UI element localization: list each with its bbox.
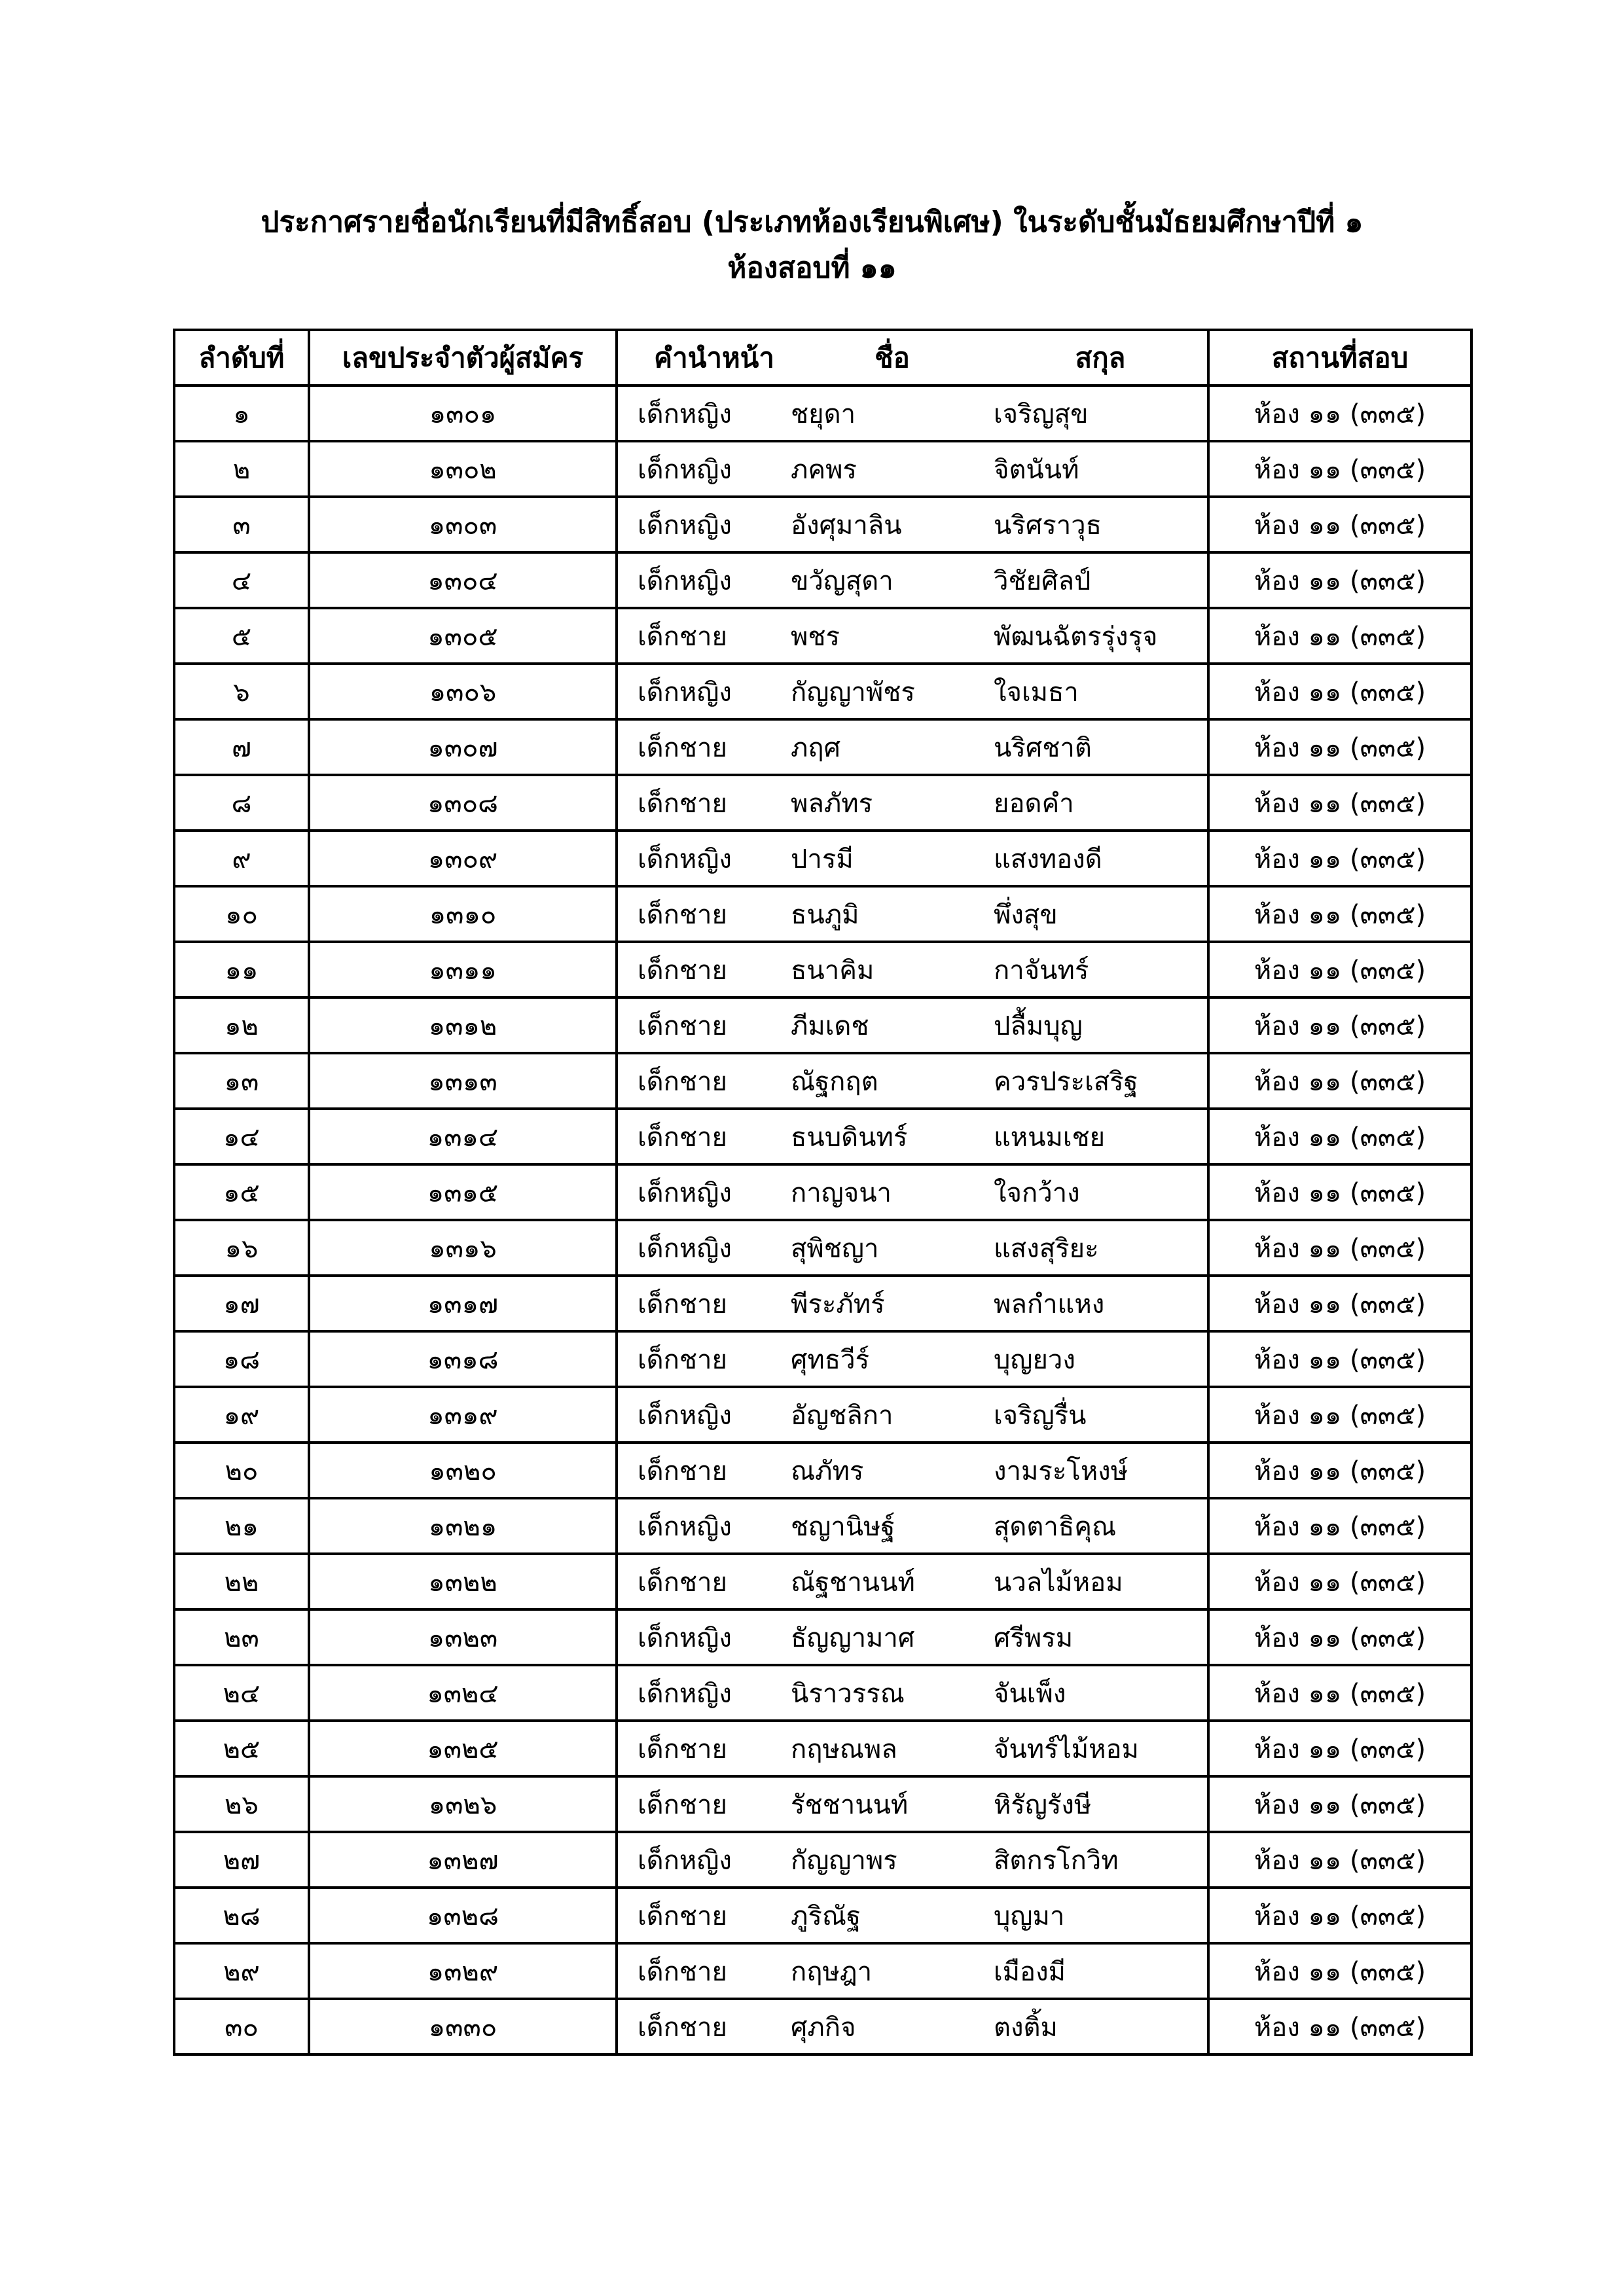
cell-exam-room: ห้อง ๑๑ (๓๓๕) bbox=[1208, 1109, 1471, 1164]
table-row bbox=[174, 831, 1471, 886]
cell-last-name: เจริญสุข bbox=[994, 399, 1089, 429]
cell-exam-room: ห้อง ๑๑ (๓๓๕) bbox=[1208, 997, 1471, 1053]
cell-name-group bbox=[617, 1665, 1208, 1721]
cell-applicant-id: ๑๓๑๔ bbox=[309, 1109, 617, 1164]
cell-exam-room: ห้อง ๑๑ (๓๓๕) bbox=[1208, 1443, 1471, 1498]
student-table bbox=[173, 329, 1473, 2056]
table-body bbox=[174, 386, 1471, 2054]
cell-applicant-id: ๑๓๐๕ bbox=[309, 608, 617, 664]
table-row bbox=[174, 1888, 1471, 1943]
cell-first-name: ภูริณัฐ bbox=[791, 1901, 861, 1931]
cell-applicant-id: ๑๓๑๑ bbox=[309, 942, 617, 997]
cell-prefix: เด็กชาย bbox=[638, 1344, 727, 1375]
cell-order: ๑๓ bbox=[174, 1053, 309, 1109]
cell-exam-room: ห้อง ๑๑ (๓๓๕) bbox=[1208, 386, 1471, 441]
cell-order: ๑๒ bbox=[174, 997, 309, 1053]
cell-name-group bbox=[617, 1721, 1208, 1776]
cell-exam-room: ห้อง ๑๑ (๓๓๕) bbox=[1208, 1832, 1471, 1888]
table-row bbox=[174, 552, 1471, 608]
table-row bbox=[174, 664, 1471, 719]
table-row bbox=[174, 441, 1471, 497]
header-name-group bbox=[617, 330, 1208, 386]
cell-name-group bbox=[617, 1776, 1208, 1832]
table-row bbox=[174, 386, 1471, 441]
cell-exam-room: ห้อง ๑๑ (๓๓๕) bbox=[1208, 719, 1471, 775]
cell-applicant-id: ๑๓๒๖ bbox=[309, 1776, 617, 1832]
table-row bbox=[174, 775, 1471, 831]
cell-last-name: นวลไม้หอม bbox=[994, 1567, 1123, 1598]
cell-last-name: พึ่งสุข bbox=[994, 899, 1058, 930]
table-row bbox=[174, 1276, 1471, 1331]
cell-name-group bbox=[617, 1164, 1208, 1220]
header-exam-room: สถานที่สอบ bbox=[1208, 330, 1471, 386]
cell-name-group bbox=[617, 664, 1208, 719]
cell-prefix: เด็กชาย bbox=[638, 955, 727, 986]
cell-applicant-id: ๑๓๑๒ bbox=[309, 997, 617, 1053]
cell-applicant-id: ๑๓๑๗ bbox=[309, 1276, 617, 1331]
cell-exam-room: ห้อง ๑๑ (๓๓๕) bbox=[1208, 1776, 1471, 1832]
cell-order: ๑๕ bbox=[174, 1164, 309, 1220]
cell-name-group bbox=[617, 386, 1208, 441]
cell-first-name: นิราวรรณ bbox=[791, 1678, 905, 1709]
cell-last-name: หิรัญรังษี bbox=[994, 1789, 1092, 1820]
cell-applicant-id: ๑๓๑๕ bbox=[309, 1164, 617, 1220]
cell-order: ๑๗ bbox=[174, 1276, 309, 1331]
cell-prefix: เด็กหญิง bbox=[638, 1623, 732, 1653]
cell-applicant-id: ๑๓๒๕ bbox=[309, 1721, 617, 1776]
cell-applicant-id: ๑๓๐๗ bbox=[309, 719, 617, 775]
cell-first-name: ศุภกิจ bbox=[791, 2012, 856, 2043]
table-row bbox=[174, 1109, 1471, 1164]
cell-last-name: พัฒนฉัตรรุ่งรุจ bbox=[994, 621, 1158, 652]
table-row bbox=[174, 1387, 1471, 1443]
cell-applicant-id: ๑๓๐๔ bbox=[309, 552, 617, 608]
cell-name-group bbox=[617, 831, 1208, 886]
cell-last-name: บุญยวง bbox=[994, 1344, 1075, 1375]
table-row bbox=[174, 1331, 1471, 1387]
cell-name-group bbox=[617, 1109, 1208, 1164]
cell-first-name: กัญญาพัชร bbox=[791, 677, 915, 708]
table-row bbox=[174, 1164, 1471, 1220]
cell-applicant-id: ๑๓๐๒ bbox=[309, 441, 617, 497]
cell-order: ๖ bbox=[174, 664, 309, 719]
cell-exam-room: ห้อง ๑๑ (๓๓๕) bbox=[1208, 664, 1471, 719]
cell-last-name: ใจเมธา bbox=[994, 677, 1079, 708]
cell-order: ๑๔ bbox=[174, 1109, 309, 1164]
cell-order: ๙ bbox=[174, 831, 309, 886]
cell-exam-room: ห้อง ๑๑ (๓๓๕) bbox=[1208, 1387, 1471, 1443]
header-last-name: สกุล bbox=[1075, 341, 1126, 374]
cell-order: ๓ bbox=[174, 497, 309, 552]
cell-first-name: กัญญาพร bbox=[791, 1845, 897, 1876]
table-row bbox=[174, 497, 1471, 552]
cell-last-name: ตงติ้ม bbox=[994, 2012, 1058, 2043]
cell-first-name: ณภัทร bbox=[791, 1456, 864, 1486]
cell-applicant-id: ๑๓๐๘ bbox=[309, 775, 617, 831]
table-row bbox=[174, 1832, 1471, 1888]
cell-applicant-id: ๑๓๑๘ bbox=[309, 1331, 617, 1387]
cell-name-group bbox=[617, 1276, 1208, 1331]
cell-order: ๗ bbox=[174, 719, 309, 775]
cell-last-name: จันทร์ไม้หอม bbox=[994, 1734, 1139, 1765]
cell-exam-room: ห้อง ๑๑ (๓๓๕) bbox=[1208, 552, 1471, 608]
cell-applicant-id: ๑๓๐๖ bbox=[309, 664, 617, 719]
cell-last-name: เจริญรื่น bbox=[994, 1400, 1087, 1431]
cell-prefix: เด็กหญิง bbox=[638, 1233, 732, 1264]
cell-prefix: เด็กชาย bbox=[638, 1122, 727, 1153]
cell-name-group bbox=[617, 1220, 1208, 1276]
cell-order: ๒๔ bbox=[174, 1665, 309, 1721]
cell-first-name: สุพิชญา bbox=[791, 1233, 879, 1264]
cell-applicant-id: ๑๓๑๙ bbox=[309, 1387, 617, 1443]
table-row bbox=[174, 1554, 1471, 1609]
table-row bbox=[174, 997, 1471, 1053]
cell-order: ๑๑ bbox=[174, 942, 309, 997]
cell-exam-room: ห้อง ๑๑ (๓๓๕) bbox=[1208, 1665, 1471, 1721]
cell-prefix: เด็กชาย bbox=[638, 1789, 727, 1820]
cell-name-group bbox=[617, 608, 1208, 664]
cell-last-name: ควรประเสริฐ bbox=[994, 1066, 1138, 1097]
cell-prefix: เด็กชาย bbox=[638, 1456, 727, 1486]
cell-exam-room: ห้อง ๑๑ (๓๓๕) bbox=[1208, 1943, 1471, 1999]
cell-order: ๕ bbox=[174, 608, 309, 664]
cell-last-name: แสงทองดี bbox=[994, 844, 1102, 874]
cell-first-name: ภคพร bbox=[791, 454, 857, 485]
cell-name-group bbox=[617, 775, 1208, 831]
cell-exam-room: ห้อง ๑๑ (๓๓๕) bbox=[1208, 831, 1471, 886]
cell-first-name: พีระภัทร์ bbox=[791, 1289, 885, 1319]
cell-first-name: ธนบดินทร์ bbox=[791, 1122, 908, 1153]
cell-prefix: เด็กชาย bbox=[638, 1956, 727, 1987]
cell-first-name: พชร bbox=[791, 621, 840, 652]
cell-exam-room: ห้อง ๑๑ (๓๓๕) bbox=[1208, 1331, 1471, 1387]
cell-last-name: จิตนันท์ bbox=[994, 454, 1079, 485]
cell-applicant-id: ๑๓๒๓ bbox=[309, 1609, 617, 1665]
cell-exam-room: ห้อง ๑๑ (๓๓๕) bbox=[1208, 1721, 1471, 1776]
cell-exam-room: ห้อง ๑๑ (๓๓๕) bbox=[1208, 441, 1471, 497]
table-row bbox=[174, 886, 1471, 942]
cell-first-name: กาญจนา bbox=[791, 1177, 892, 1208]
cell-prefix: เด็กชาย bbox=[638, 788, 727, 819]
cell-prefix: เด็กชาย bbox=[638, 1734, 727, 1765]
cell-order: ๒๓ bbox=[174, 1609, 309, 1665]
cell-applicant-id: ๑๓๒๙ bbox=[309, 1943, 617, 1999]
table-row bbox=[174, 1943, 1471, 1999]
cell-exam-room: ห้อง ๑๑ (๓๓๕) bbox=[1208, 775, 1471, 831]
table-header-row bbox=[174, 330, 1471, 386]
cell-order: ๒๑ bbox=[174, 1498, 309, 1554]
cell-first-name: ภฤศ bbox=[791, 732, 840, 763]
cell-applicant-id: ๑๓๒๗ bbox=[309, 1832, 617, 1888]
cell-applicant-id: ๑๓๑๐ bbox=[309, 886, 617, 942]
cell-order: ๑๐ bbox=[174, 886, 309, 942]
cell-prefix: เด็กหญิง bbox=[638, 565, 732, 596]
cell-last-name: สิตกรโกวิท bbox=[994, 1845, 1119, 1876]
cell-applicant-id: ๑๓๐๙ bbox=[309, 831, 617, 886]
cell-name-group bbox=[617, 1943, 1208, 1999]
cell-name-group bbox=[617, 1387, 1208, 1443]
header-applicant-id: เลขประจำตัวผู้สมัคร bbox=[309, 330, 617, 386]
table-row bbox=[174, 1999, 1471, 2054]
cell-applicant-id: ๑๓๓๐ bbox=[309, 1999, 617, 2054]
cell-name-group bbox=[617, 1053, 1208, 1109]
cell-first-name: กฤษฎา bbox=[791, 1956, 873, 1987]
page-subtitle: ห้องสอบที่ ๑๑ bbox=[727, 251, 897, 285]
cell-last-name: ปลื้มบุญ bbox=[994, 1011, 1083, 1041]
cell-first-name: ณัฐชานนท์ bbox=[791, 1567, 915, 1598]
cell-order: ๓๐ bbox=[174, 1999, 309, 2054]
cell-order: ๑๙ bbox=[174, 1387, 309, 1443]
cell-first-name: ปารมี bbox=[791, 844, 854, 874]
cell-order: ๒ bbox=[174, 441, 309, 497]
cell-prefix: เด็กชาย bbox=[638, 621, 727, 652]
cell-order: ๘ bbox=[174, 775, 309, 831]
cell-name-group bbox=[617, 1999, 1208, 2054]
cell-name-group bbox=[617, 719, 1208, 775]
cell-prefix: เด็กหญิง bbox=[638, 1400, 732, 1431]
cell-last-name: นริศชาติ bbox=[994, 732, 1092, 763]
cell-first-name: รัชชานนท์ bbox=[791, 1789, 909, 1820]
cell-last-name: ใจกว้าง bbox=[994, 1177, 1080, 1208]
cell-order: ๑ bbox=[174, 386, 309, 441]
cell-last-name: จันเพ็ง bbox=[994, 1678, 1066, 1709]
cell-name-group bbox=[617, 497, 1208, 552]
cell-last-name: เมืองมี bbox=[994, 1956, 1066, 1987]
cell-last-name: สุดตาธิคุณ bbox=[994, 1511, 1117, 1542]
cell-prefix: เด็กหญิง bbox=[638, 510, 732, 541]
cell-name-group bbox=[617, 1498, 1208, 1554]
cell-last-name: กาจันทร์ bbox=[994, 955, 1089, 986]
header-first-name: ชื่อ bbox=[875, 341, 910, 374]
table-row bbox=[174, 1220, 1471, 1276]
cell-name-group bbox=[617, 441, 1208, 497]
cell-first-name: ภีมเดช bbox=[791, 1011, 869, 1041]
cell-prefix: เด็กหญิง bbox=[638, 1845, 732, 1876]
cell-first-name: ชยุดา bbox=[791, 399, 856, 429]
cell-name-group bbox=[617, 1331, 1208, 1387]
table-row bbox=[174, 1609, 1471, 1665]
cell-exam-room: ห้อง ๑๑ (๓๓๕) bbox=[1208, 1164, 1471, 1220]
cell-order: ๒๒ bbox=[174, 1554, 309, 1609]
cell-prefix: เด็กชาย bbox=[638, 732, 727, 763]
cell-last-name: ศรีพรม bbox=[994, 1623, 1074, 1653]
cell-applicant-id: ๑๓๐๓ bbox=[309, 497, 617, 552]
cell-last-name: นริศราวุธ bbox=[994, 510, 1102, 541]
cell-prefix: เด็กชาย bbox=[638, 1289, 727, 1319]
cell-prefix: เด็กหญิง bbox=[638, 399, 732, 429]
cell-last-name: บุญมา bbox=[994, 1901, 1065, 1931]
cell-first-name: กฤษณพล bbox=[791, 1734, 897, 1765]
header-prefix: คำนำหน้า bbox=[654, 341, 774, 374]
cell-last-name: แหนมเชย bbox=[994, 1122, 1106, 1153]
table-row bbox=[174, 1776, 1471, 1832]
cell-applicant-id: ๑๓๑๖ bbox=[309, 1220, 617, 1276]
cell-prefix: เด็กหญิง bbox=[638, 1177, 732, 1208]
cell-order: ๑๘ bbox=[174, 1331, 309, 1387]
cell-last-name: แสงสุริยะ bbox=[994, 1233, 1099, 1264]
cell-exam-room: ห้อง ๑๑ (๓๓๕) bbox=[1208, 1053, 1471, 1109]
cell-prefix: เด็กชาย bbox=[638, 2012, 727, 2043]
cell-exam-room: ห้อง ๑๑ (๓๓๕) bbox=[1208, 886, 1471, 942]
cell-first-name: อังศุมาลิน bbox=[791, 510, 902, 541]
cell-name-group bbox=[617, 942, 1208, 997]
cell-first-name: ธนภูมิ bbox=[791, 899, 859, 930]
table-row bbox=[174, 1721, 1471, 1776]
cell-first-name: พลภัทร bbox=[791, 788, 873, 819]
page-title: ประกาศรายชื่อนักเรียนที่มีสิทธิ์สอบ (ประเภทห้องเรียนพิเศษ) ในระดับชั้นมัธยมศึกษาปีที่ ๑ bbox=[261, 206, 1363, 239]
cell-applicant-id: ๑๓๒๔ bbox=[309, 1665, 617, 1721]
cell-exam-room: ห้อง ๑๑ (๓๓๕) bbox=[1208, 942, 1471, 997]
table-row bbox=[174, 1665, 1471, 1721]
cell-exam-room: ห้อง ๑๑ (๓๓๕) bbox=[1208, 1999, 1471, 2054]
cell-last-name: ยอดคำ bbox=[994, 788, 1074, 819]
cell-name-group bbox=[617, 1609, 1208, 1665]
cell-name-group bbox=[617, 1443, 1208, 1498]
table-row bbox=[174, 1498, 1471, 1554]
cell-prefix: เด็กชาย bbox=[638, 899, 727, 930]
cell-order: ๑๖ bbox=[174, 1220, 309, 1276]
cell-last-name: วิชัยศิลป์ bbox=[994, 565, 1091, 596]
cell-applicant-id: ๑๓๒๑ bbox=[309, 1498, 617, 1554]
cell-exam-room: ห้อง ๑๑ (๓๓๕) bbox=[1208, 1220, 1471, 1276]
cell-last-name: พลกำแหง bbox=[994, 1289, 1105, 1319]
cell-applicant-id: ๑๓๐๑ bbox=[309, 386, 617, 441]
cell-exam-room: ห้อง ๑๑ (๓๓๕) bbox=[1208, 1888, 1471, 1943]
cell-first-name: ธนาคิม bbox=[791, 955, 875, 986]
cell-applicant-id: ๑๓๒๒ bbox=[309, 1554, 617, 1609]
cell-prefix: เด็กชาย bbox=[638, 1901, 727, 1931]
cell-first-name: ณัฐกฤต bbox=[791, 1066, 878, 1097]
cell-prefix: เด็กชาย bbox=[638, 1011, 727, 1041]
cell-exam-room: ห้อง ๑๑ (๓๓๕) bbox=[1208, 1498, 1471, 1554]
cell-order: ๔ bbox=[174, 552, 309, 608]
table-row bbox=[174, 719, 1471, 775]
cell-last-name: งามระโหงษ์ bbox=[994, 1456, 1128, 1486]
cell-prefix: เด็กหญิง bbox=[638, 1678, 732, 1709]
cell-exam-room: ห้อง ๑๑ (๓๓๕) bbox=[1208, 1609, 1471, 1665]
table-row bbox=[174, 942, 1471, 997]
cell-first-name: ขวัญสุดา bbox=[791, 565, 893, 596]
cell-exam-room: ห้อง ๑๑ (๓๓๕) bbox=[1208, 608, 1471, 664]
cell-prefix: เด็กหญิง bbox=[638, 1511, 732, 1542]
cell-order: ๒๘ bbox=[174, 1888, 309, 1943]
cell-prefix: เด็กชาย bbox=[638, 1567, 727, 1598]
cell-applicant-id: ๑๓๒๘ bbox=[309, 1888, 617, 1943]
cell-order: ๒๗ bbox=[174, 1832, 309, 1888]
cell-name-group bbox=[617, 1888, 1208, 1943]
table-row bbox=[174, 1443, 1471, 1498]
cell-prefix: เด็กชาย bbox=[638, 1066, 727, 1097]
cell-order: ๒๕ bbox=[174, 1721, 309, 1776]
cell-name-group bbox=[617, 1832, 1208, 1888]
cell-prefix: เด็กหญิง bbox=[638, 454, 732, 485]
cell-first-name: ธัญญามาศ bbox=[791, 1623, 915, 1653]
table-row bbox=[174, 608, 1471, 664]
cell-prefix: เด็กหญิง bbox=[638, 677, 732, 708]
cell-first-name: ชญานิษฐ์ bbox=[791, 1511, 895, 1542]
cell-order: ๒๙ bbox=[174, 1943, 309, 1999]
cell-prefix: เด็กหญิง bbox=[638, 844, 732, 874]
cell-name-group bbox=[617, 997, 1208, 1053]
cell-order: ๒๖ bbox=[174, 1776, 309, 1832]
header-order: ลำดับที่ bbox=[174, 330, 309, 386]
cell-name-group bbox=[617, 552, 1208, 608]
cell-first-name: อัญชลิกา bbox=[791, 1400, 893, 1431]
cell-name-group bbox=[617, 886, 1208, 942]
cell-order: ๒๐ bbox=[174, 1443, 309, 1498]
cell-exam-room: ห้อง ๑๑ (๓๓๕) bbox=[1208, 1276, 1471, 1331]
cell-applicant-id: ๑๓๒๐ bbox=[309, 1443, 617, 1498]
cell-exam-room: ห้อง ๑๑ (๓๓๕) bbox=[1208, 1554, 1471, 1609]
cell-applicant-id: ๑๓๑๓ bbox=[309, 1053, 617, 1109]
table-row bbox=[174, 1053, 1471, 1109]
cell-first-name: ศุทธวีร์ bbox=[791, 1344, 870, 1375]
cell-name-group bbox=[617, 1554, 1208, 1609]
cell-exam-room: ห้อง ๑๑ (๓๓๕) bbox=[1208, 497, 1471, 552]
